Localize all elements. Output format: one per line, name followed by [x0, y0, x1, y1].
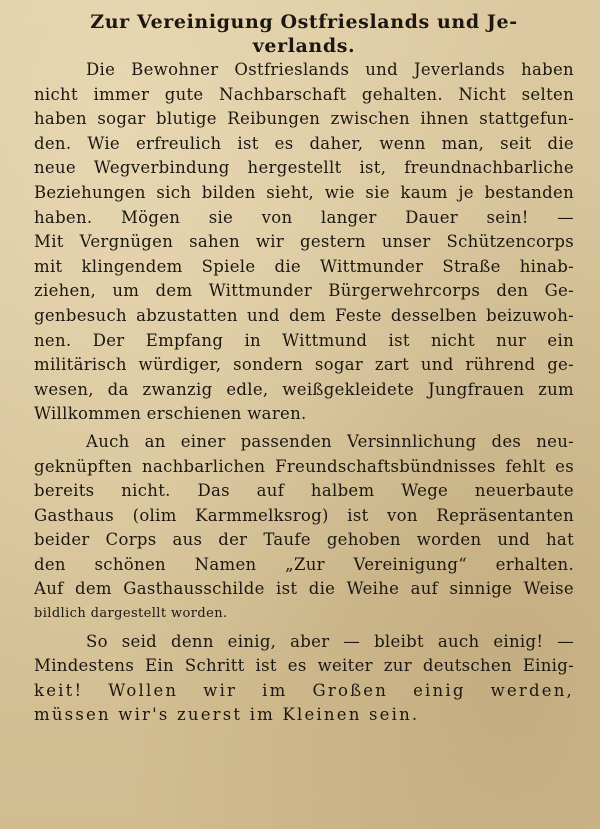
text-line: keit! Wollen wir im Großen einig werden, [34, 680, 574, 700]
text-line: nen. Der Empfang in Wittmund ist nicht nur ein [34, 330, 574, 350]
article-paragraph [34, 58, 574, 230]
text-line: Beziehungen sich bilden sieht, wie sie kaum je bestanden [34, 182, 574, 202]
headline-line: verlands. [252, 35, 356, 57]
text-line: bereits nicht. Das auf halbem Wege neuerbaute [34, 481, 574, 501]
text-line: So seid denn einig, aber — bleibt auch einig! — [86, 631, 574, 651]
article-headline [34, 10, 574, 58]
text-line: müssen wir's zuerst im Kleinen sein. [34, 705, 420, 725]
article-paragraph [34, 430, 574, 627]
text-line: Die Bewohner Ostfrieslands und Jeverlands haben [86, 60, 574, 79]
text-line: militärisch würdiger, sondern sogar zart und rührend ge- [34, 355, 574, 375]
text-line: Mit Vergnügen sahen wir gestern unser Schützencorps [34, 232, 574, 252]
text-line: nicht immer gute Nachbarschaft gehalten. Nicht selten [34, 84, 574, 104]
text-line: Auf dem Gasthausschilde ist die Weihe auf sinnige Weise [34, 579, 574, 599]
text-line: Gasthaus (olim Karmmelksrog) ist von Repräsentanten [34, 505, 574, 525]
text-line: mit klingendem Spiele die Wittmunder Straße hinab- [34, 256, 574, 276]
headline-line: Zur Vereinigung Ostfrieslands und Je- [90, 11, 518, 33]
text-line: den schönen Namen „Zur Vereinigung“ erhalten. [34, 554, 574, 574]
text-line: haben sogar blutige Reibungen zwischen ihnen stattgefun- [34, 109, 574, 129]
article-paragraph [34, 230, 574, 427]
text-line: haben. Mögen sie von langer Dauer sein! — [34, 207, 574, 227]
article-paragraph [34, 630, 574, 728]
text-line: Auch an einer passenden Versinnlichung des neu- [86, 431, 574, 451]
text-line: neue Wegverbindung hergestellt ist, freundnachbarliche [34, 158, 574, 178]
text-line: bildlich dargestellt worden. [34, 606, 228, 622]
text-line: beider Corps aus der Taufe gehoben worden und hat [34, 530, 574, 550]
text-line: Mindestens Ein Schritt ist es weiter zur deutschen Einig- [34, 656, 574, 676]
text-line: Willkommen erschienen waren. [34, 404, 307, 424]
text-line: genbesuch abzustatten und dem Feste desselben beizuwoh- [34, 305, 574, 325]
text-line: den. Wie erfreulich ist es daher, wenn man, seit die [34, 133, 574, 153]
text-line: wesen, da zwanzig edle, weißgekleidete Jungfrauen zum [34, 379, 574, 399]
text-line: ziehen, um dem Wittmunder Bürgerwehrcorps den Ge- [34, 281, 574, 301]
text-line: geknüpften nachbarlichen Freundschaftsbündnisses fehlt es [34, 456, 574, 476]
